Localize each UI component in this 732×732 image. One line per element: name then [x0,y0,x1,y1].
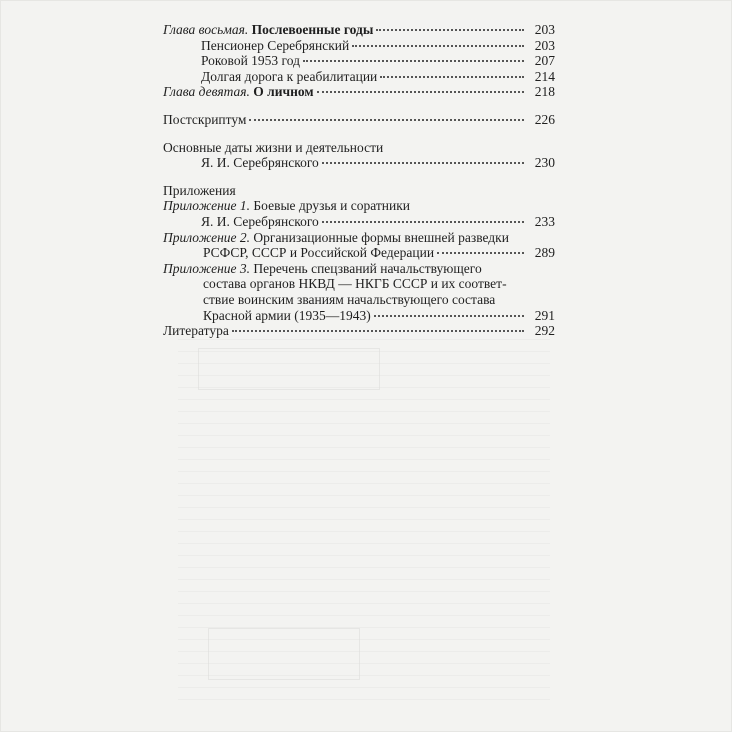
toc-entry-section[interactable] [163,53,555,69]
appendix-label: Приложение 2. [163,229,251,245]
page-number: 203 [534,37,555,53]
page-number: 226 [534,111,555,127]
page-number: 289 [534,245,555,261]
dot-leader [232,330,524,332]
toc-entry-appendix-1[interactable] [163,198,555,229]
page-number: 291 [534,307,555,323]
entry-title-line: Я. И. Серебрянского [201,213,319,229]
bleed-through-box [198,348,380,390]
entry-title: Постскриптум [163,111,247,127]
toc-entry-dates[interactable] [163,140,555,171]
section-title: Пенсионер Серебрянский [201,37,350,53]
entry-title-line: Основные даты жизни и деятельности [163,139,384,155]
dot-leader [322,221,524,223]
entry-title-line: Боевые друзья и соратники [253,198,411,214]
section-title: Роковой 1953 год [201,53,300,69]
bleed-through-imprint [178,328,550,706]
toc-entry-section[interactable] [163,38,555,54]
page-number: 218 [534,84,555,100]
toc-entry-appendix-2[interactable] [163,230,555,261]
page-number: 203 [534,22,555,37]
appendix-label: Приложение 3. [163,260,251,276]
chapter-label: Глава девятая. [163,84,250,100]
table-of-contents [163,22,555,339]
dot-leader [376,29,524,31]
dot-leader [322,162,524,164]
entry-title: Литература [163,323,229,339]
toc-entry-chapter-8[interactable] [163,22,555,38]
toc-entry-appendix-3[interactable] [163,261,555,323]
entry-title-line: Я. И. Серебрянского [201,155,319,171]
entry-title-line: ствие воинским званиям начальствующего состава [203,291,496,307]
dot-leader [317,91,524,93]
chapter-title: О личном [253,84,314,100]
toc-entry-postscript[interactable] [163,112,555,128]
appendices-heading: Приложения [163,182,236,198]
page-number: 214 [534,68,555,84]
page-number: 233 [534,213,555,229]
toc-entry-literature[interactable] [163,323,555,339]
dot-leader [437,252,524,254]
appendix-label: Приложение 1. [163,198,251,214]
page-number: 230 [534,155,555,171]
dot-leader [352,45,524,47]
dot-leader [303,60,524,62]
entry-title-line: РСФСР, СССР и Российской Федерации [203,245,435,261]
entry-title-line: Организационные формы внешней разведки [253,229,509,245]
page-number: 207 [534,53,555,69]
chapter-label: Глава восьмая. [163,22,249,37]
page-number: 292 [534,323,555,339]
section-title: Долгая дорога к реабилитации [201,68,378,84]
toc-entry-section[interactable] [163,69,555,85]
entry-title-line: состава органов НКВД — НКГБ СССР и их соответ- [203,276,507,292]
entry-title-line: Перечень спецзваний начальствующего [253,260,482,276]
dot-leader [249,119,524,121]
entry-title-line: Красной армии (1935—1943) [203,307,371,323]
toc-entry-chapter-9[interactable] [163,84,555,100]
dot-leader [374,315,524,317]
chapter-title: Послевоенные годы [251,22,374,37]
dot-leader [380,76,524,78]
bleed-through-box [208,628,360,680]
